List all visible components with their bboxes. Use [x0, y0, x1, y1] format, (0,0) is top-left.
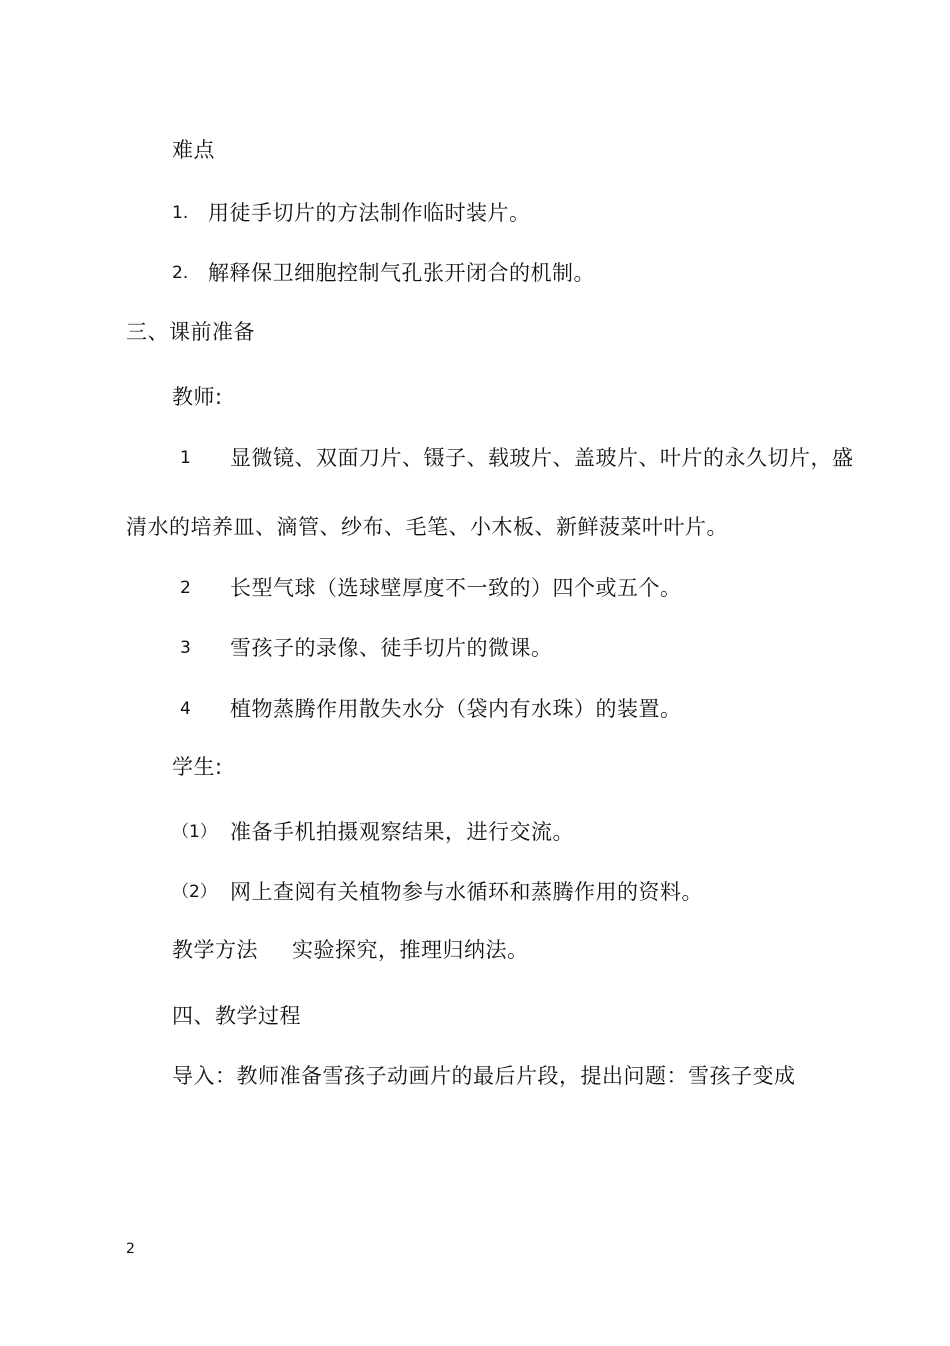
difficulty-item-1-text: 用徒手切片的方法制作临时装片。	[208, 201, 531, 225]
teacher-label: 教师:	[172, 385, 223, 409]
teacher-item-4-number: 4	[180, 699, 191, 719]
teacher-item-1-text: 显微镜、双面刀片、镊子、载玻片、盖玻片、叶片的永久切片，盛	[230, 446, 854, 470]
teacher-item-3-text: 雪孩子的录像、徒手切片的微课。	[230, 636, 553, 660]
teacher-item-3-number: 3	[180, 638, 191, 658]
page-number: 2	[126, 1241, 135, 1257]
student-item-1-number: （1）	[172, 822, 217, 842]
difficulty-item-2-number: 2.	[172, 263, 189, 283]
difficulty-heading: 难点	[172, 138, 215, 162]
teacher-item-2-text: 长型气球（选球壁厚度不一致的）四个或五个。	[230, 576, 682, 600]
introduction-text: 导入：教师准备雪孩子动画片的最后片段，提出问题：雪孩子变成	[172, 1064, 796, 1088]
student-item-2-text: 网上查阅有关植物参与水循环和蒸腾作用的资料。	[230, 880, 703, 904]
teacher-item-2-number: 2	[180, 578, 191, 598]
teacher-item-4-text: 植物蒸腾作用散失水分（袋内有水珠）的装置。	[230, 697, 682, 721]
teaching-method-label: 教学方法	[172, 938, 258, 962]
section-3-heading: 三、课前准备	[126, 320, 255, 344]
student-item-1-text: 准备手机拍摄观察结果，进行交流。	[230, 820, 574, 844]
difficulty-item-2-text: 解释保卫细胞控制气孔张开闭合的机制。	[208, 261, 595, 285]
teaching-method-text: 实验探究，推理归纳法。	[292, 938, 529, 962]
teacher-item-1-continuation: 清水的培养皿、滴管、纱布、毛笔、小木板、新鲜菠菜叶叶片。	[126, 515, 728, 539]
section-4-heading: 四、教学过程	[172, 1004, 301, 1028]
student-label: 学生:	[172, 755, 223, 779]
student-item-2-number: （2）	[172, 882, 217, 902]
difficulty-item-1-number: 1.	[172, 203, 189, 223]
teacher-item-1-number: 1	[180, 448, 191, 468]
